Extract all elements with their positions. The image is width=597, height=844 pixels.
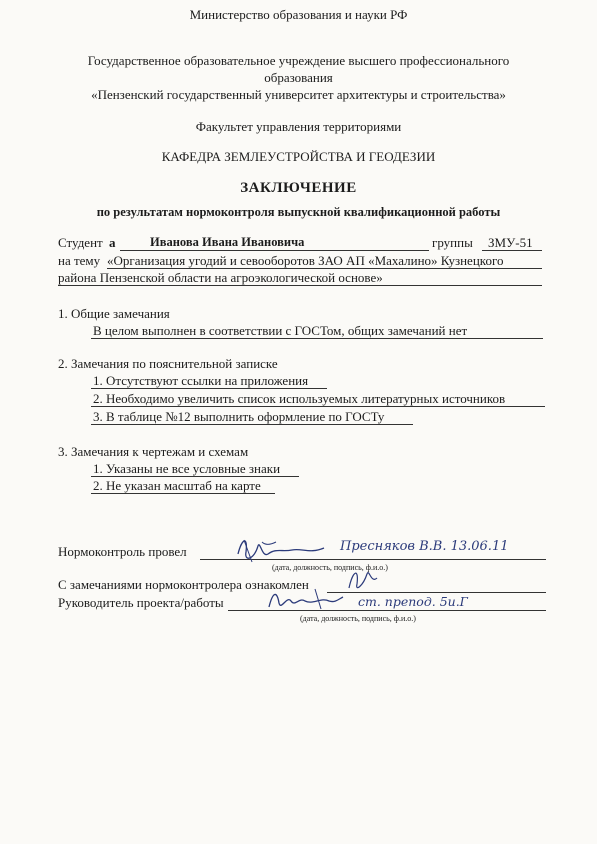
normcontrol-hint: (дата, должность, подпись, ф.и.о.)	[272, 563, 388, 572]
student-label: Студент	[58, 235, 103, 250]
topic-label: на тему	[58, 253, 101, 268]
section-2-item-2-underline	[91, 406, 545, 407]
section-3-item-1: 1. Указаны не все условные знаки	[93, 461, 281, 476]
section-3-item-2-underline	[91, 493, 275, 494]
department-name: КАФЕДРА ЗЕМЛЕУСТРОЙСТВА И ГЕОДЕЗИИ	[161, 149, 436, 164]
section-2-item-3-underline	[91, 424, 413, 425]
institution-line-1: Государственное образовательное учреждение высшего профессионального	[87, 53, 510, 68]
supervisor-hint: (дата, должность, подпись, ф.и.о.)	[300, 614, 416, 623]
section-1-heading: 1. Общие замечания	[58, 306, 170, 321]
group-value: ЗМУ-51	[488, 235, 533, 250]
section-3-heading: 3. Замечания к чертежам и схемам	[58, 444, 249, 459]
student-label-suffix: а	[109, 235, 116, 250]
student-signature-icon	[345, 564, 381, 594]
faculty-name: Факультет управления территориями	[195, 119, 402, 134]
topic-line-2: района Пензенской области на агроэкологической основе»	[58, 270, 383, 285]
group-label: группы	[432, 235, 473, 250]
section-2-item-2: 2. Необходимо увеличить список используемых литературных источников	[93, 391, 506, 406]
section-2-item-1-underline	[91, 388, 327, 389]
ministry-line: Министерство образования и науки РФ	[189, 7, 408, 22]
student-name-line	[120, 250, 429, 251]
supervisor-handwritten: ст. препод. 5и.Г	[358, 594, 468, 609]
normcontrol-handwritten: Пресняков В.В. 13.06.11	[340, 539, 509, 554]
document-subtitle: по результатам нормоконтроля выпускной квалификационной работы	[96, 205, 501, 219]
section-2-heading: 2. Замечания по пояснительной записке	[58, 356, 278, 371]
section-2-item-3: 3. В таблице №12 выполнить оформление по ГОСТу	[93, 409, 385, 424]
student-name: Иванова Ивана Ивановича	[150, 235, 305, 249]
section-3-item-2: 2. Не указан масштаб на карте	[93, 478, 261, 493]
institution-line-2: образования	[264, 70, 333, 85]
section-3-item-1-underline	[91, 476, 299, 477]
section-1-item-1-underline	[91, 338, 543, 339]
section-2-item-1: 1. Отсутствуют ссылки на приложения	[93, 373, 309, 388]
university-name: «Пензенский государственный университет архитектуры и строительства»	[91, 87, 506, 102]
supervisor-label: Руководитель проекта/работы	[58, 595, 224, 610]
topic-underline-1	[107, 268, 542, 269]
document-title: ЗАКЛЮЧЕНИЕ	[240, 180, 357, 196]
acquainted-label: С замечаниями нормоконтролера ознакомлен	[58, 577, 309, 592]
topic-line-1: «Организация угодий и севооборотов ЗАО АП «Махалино» Кузнецкого	[107, 253, 504, 268]
supervisor-signature-icon	[265, 585, 345, 615]
normcontrol-label: Нормоконтроль провел	[58, 544, 187, 559]
section-1-item-1: В целом выполнен в соответствии с ГОСТом, общих замечаний нет	[93, 323, 468, 338]
topic-underline-2	[58, 285, 542, 286]
